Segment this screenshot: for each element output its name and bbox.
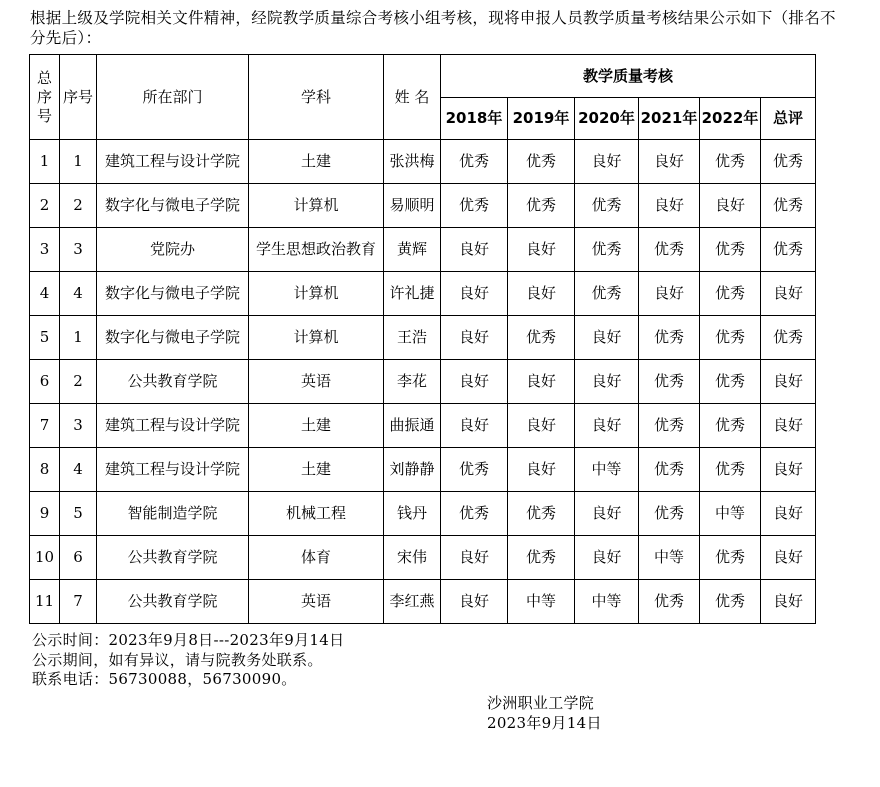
- grade-cell: 良好: [441, 536, 508, 580]
- grade-cell: 中等: [700, 492, 761, 536]
- subject-cell: 计算机: [249, 316, 384, 360]
- no-cell: 2: [60, 184, 97, 228]
- header-overall: 总评: [761, 98, 816, 140]
- grade-cell: 优秀: [508, 316, 575, 360]
- dept-cell: 智能制造学院: [97, 492, 249, 536]
- subject-cell: 学生思想政治教育: [249, 228, 384, 272]
- name-cell: 许礼捷: [384, 272, 441, 316]
- subject-cell: 英语: [249, 360, 384, 404]
- grade-cell: 优秀: [575, 272, 639, 316]
- grade-cell: 良好: [441, 316, 508, 360]
- signature-block: [487, 693, 602, 733]
- overall-cell: 优秀: [761, 140, 816, 184]
- header-subject: 学科: [249, 55, 384, 140]
- grade-cell: 优秀: [639, 404, 700, 448]
- subject-cell: 英语: [249, 580, 384, 624]
- total-no-cell: 10: [30, 536, 60, 580]
- no-cell: 1: [60, 316, 97, 360]
- total-no-cell: 3: [30, 228, 60, 272]
- grade-cell: 良好: [575, 140, 639, 184]
- assessment-table: [29, 54, 816, 624]
- grade-cell: 优秀: [441, 140, 508, 184]
- grade-cell: 优秀: [700, 404, 761, 448]
- subject-cell: 计算机: [249, 272, 384, 316]
- grade-cell: 优秀: [700, 140, 761, 184]
- grade-cell: 良好: [575, 492, 639, 536]
- dept-cell: 建筑工程与设计学院: [97, 448, 249, 492]
- footer-notes: [32, 631, 344, 690]
- header-year: 2018年: [441, 98, 508, 140]
- grade-cell: 优秀: [639, 228, 700, 272]
- grade-cell: 优秀: [639, 316, 700, 360]
- overall-cell: 良好: [761, 404, 816, 448]
- grade-cell: 良好: [639, 272, 700, 316]
- signature-date: 2023年9月14日: [487, 714, 602, 732]
- dept-cell: 公共教育学院: [97, 360, 249, 404]
- overall-cell: 良好: [761, 360, 816, 404]
- table-row: [30, 184, 816, 228]
- grade-cell: 良好: [575, 316, 639, 360]
- grade-cell: 中等: [508, 580, 575, 624]
- subject-cell: 机械工程: [249, 492, 384, 536]
- table-row: [30, 492, 816, 536]
- no-cell: 6: [60, 536, 97, 580]
- objection-notice: 公示期间，如有异议，请与院教务处联系。: [32, 650, 323, 669]
- no-cell: 2: [60, 360, 97, 404]
- name-cell: 王浩: [384, 316, 441, 360]
- grade-cell: 优秀: [508, 536, 575, 580]
- table-row: [30, 316, 816, 360]
- name-cell: 易顺明: [384, 184, 441, 228]
- grade-cell: 优秀: [639, 360, 700, 404]
- name-cell: 李花: [384, 360, 441, 404]
- dept-cell: 建筑工程与设计学院: [97, 404, 249, 448]
- name-cell: 曲振通: [384, 404, 441, 448]
- header-total-no: 总序号: [30, 55, 60, 140]
- overall-cell: 良好: [761, 448, 816, 492]
- dept-cell: 党院办: [97, 228, 249, 272]
- grade-cell: 良好: [575, 404, 639, 448]
- subject-cell: 土建: [249, 448, 384, 492]
- grade-cell: 优秀: [700, 272, 761, 316]
- grade-cell: 优秀: [575, 228, 639, 272]
- intro-paragraph: 根据上级及学院相关文件精神，经院教学质量综合考核小组考核，现将申报人员教学质量考核结果公示如下（排名不分先后）：: [30, 9, 836, 47]
- no-cell: 5: [60, 492, 97, 536]
- dept-cell: 公共教育学院: [97, 580, 249, 624]
- name-cell: 刘静静: [384, 448, 441, 492]
- table-row: [30, 536, 816, 580]
- name-cell: 黄辉: [384, 228, 441, 272]
- grade-cell: 优秀: [700, 316, 761, 360]
- no-cell: 4: [60, 272, 97, 316]
- grade-cell: 良好: [639, 184, 700, 228]
- grade-cell: 优秀: [700, 580, 761, 624]
- overall-cell: 优秀: [761, 316, 816, 360]
- grade-cell: 优秀: [639, 448, 700, 492]
- grade-cell: 良好: [700, 184, 761, 228]
- name-cell: 宋伟: [384, 536, 441, 580]
- total-no-cell: 2: [30, 184, 60, 228]
- overall-cell: 优秀: [761, 228, 816, 272]
- header-no: 序号: [60, 55, 97, 140]
- subject-cell: 土建: [249, 404, 384, 448]
- header-year: 2020年: [575, 98, 639, 140]
- dept-cell: 公共教育学院: [97, 536, 249, 580]
- no-cell: 7: [60, 580, 97, 624]
- dept-cell: 数字化与微电子学院: [97, 272, 249, 316]
- grade-cell: 优秀: [700, 360, 761, 404]
- subject-cell: 计算机: [249, 184, 384, 228]
- grade-cell: 优秀: [639, 580, 700, 624]
- grade-cell: 良好: [575, 536, 639, 580]
- grade-cell: 良好: [441, 580, 508, 624]
- table-row: [30, 228, 816, 272]
- table-row: [30, 580, 816, 624]
- overall-cell: 良好: [761, 492, 816, 536]
- grade-cell: 良好: [441, 228, 508, 272]
- table-row: [30, 404, 816, 448]
- total-no-cell: 6: [30, 360, 60, 404]
- header-dept: 所在部门: [97, 55, 249, 140]
- grade-cell: 优秀: [441, 184, 508, 228]
- name-cell: 李红燕: [384, 580, 441, 624]
- grade-cell: 优秀: [508, 184, 575, 228]
- dept-cell: 数字化与微电子学院: [97, 316, 249, 360]
- grade-cell: 中等: [639, 536, 700, 580]
- total-no-cell: 5: [30, 316, 60, 360]
- grade-cell: 良好: [441, 360, 508, 404]
- grade-cell: 良好: [508, 272, 575, 316]
- grade-cell: 优秀: [508, 492, 575, 536]
- overall-cell: 良好: [761, 580, 816, 624]
- overall-cell: 良好: [761, 536, 816, 580]
- table-row: [30, 272, 816, 316]
- name-cell: 钱丹: [384, 492, 441, 536]
- table-row: [30, 360, 816, 404]
- grade-cell: 良好: [575, 360, 639, 404]
- overall-cell: 良好: [761, 272, 816, 316]
- grade-cell: 优秀: [700, 228, 761, 272]
- header-year: 2021年: [639, 98, 700, 140]
- contact-phone: 联系电话：56730088，56730090。: [32, 670, 297, 688]
- grade-cell: 良好: [639, 140, 700, 184]
- grade-cell: 优秀: [441, 448, 508, 492]
- grade-cell: 良好: [441, 404, 508, 448]
- signature-org: 沙洲职业工学院: [487, 694, 595, 712]
- grade-cell: 中等: [575, 580, 639, 624]
- table-row: [30, 448, 816, 492]
- grade-cell: 良好: [508, 228, 575, 272]
- no-cell: 1: [60, 140, 97, 184]
- dept-cell: 建筑工程与设计学院: [97, 140, 249, 184]
- no-cell: 3: [60, 228, 97, 272]
- dept-cell: 数字化与微电子学院: [97, 184, 249, 228]
- total-no-cell: 11: [30, 580, 60, 624]
- overall-cell: 优秀: [761, 184, 816, 228]
- total-no-cell: 7: [30, 404, 60, 448]
- grade-cell: 良好: [508, 360, 575, 404]
- total-no-cell: 4: [30, 272, 60, 316]
- total-no-cell: 9: [30, 492, 60, 536]
- no-cell: 4: [60, 448, 97, 492]
- table-row: [30, 140, 816, 184]
- grade-cell: 优秀: [575, 184, 639, 228]
- name-cell: 张洪梅: [384, 140, 441, 184]
- grade-cell: 良好: [441, 272, 508, 316]
- header-group: 教学质量考核: [441, 55, 816, 98]
- no-cell: 3: [60, 404, 97, 448]
- subject-cell: 体育: [249, 536, 384, 580]
- grade-cell: 中等: [575, 448, 639, 492]
- grade-cell: 优秀: [508, 140, 575, 184]
- grade-cell: 良好: [508, 448, 575, 492]
- grade-cell: 优秀: [700, 536, 761, 580]
- publicity-period: 公示时间：2023年9月8日---2023年9月14日: [32, 631, 345, 649]
- header-year: 2022年: [700, 98, 761, 140]
- grade-cell: 良好: [508, 404, 575, 448]
- grade-cell: 优秀: [700, 448, 761, 492]
- total-no-cell: 8: [30, 448, 60, 492]
- header-name: 姓 名: [384, 55, 441, 140]
- total-no-cell: 1: [30, 140, 60, 184]
- grade-cell: 优秀: [639, 492, 700, 536]
- subject-cell: 土建: [249, 140, 384, 184]
- header-year: 2019年: [508, 98, 575, 140]
- grade-cell: 优秀: [441, 492, 508, 536]
